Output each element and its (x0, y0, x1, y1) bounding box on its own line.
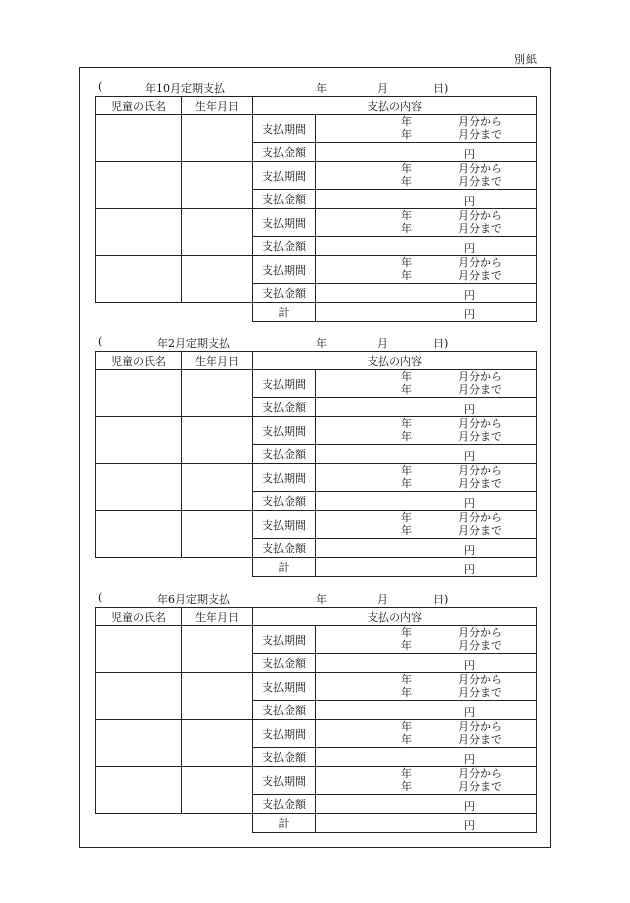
yen-mark: 円 (464, 753, 475, 766)
payment-period-value (316, 720, 536, 747)
from-year-mark: 年 (401, 673, 412, 686)
yen-mark: 円 (464, 148, 475, 161)
payment-amount-value (316, 814, 536, 832)
payment-period-label: 支払期間 (253, 115, 316, 143)
payment-amount-value (316, 190, 536, 208)
yen-mark: 円 (464, 497, 475, 510)
payment-amount-label: 支払金額 (253, 748, 316, 767)
payment-period-value (316, 673, 536, 700)
payment-table (95, 351, 537, 577)
payment-amount-value (316, 539, 536, 557)
payment-amount-label: 支払金額 (253, 445, 316, 464)
birth-date-header: 生年月日 (182, 352, 253, 370)
payment-period-value (316, 464, 536, 491)
payment-amount-value (316, 237, 536, 255)
payment-period-cell[interactable] (316, 256, 537, 284)
annex-label: 別紙 (514, 53, 538, 66)
from-month-text: 月分から (458, 417, 502, 430)
yen-mark: 円 (464, 242, 475, 255)
day-label: 日) (433, 337, 449, 350)
yen-mark: 円 (464, 308, 475, 321)
section-title: 年2月定期支払 (157, 337, 230, 350)
open-paren: ( (98, 80, 103, 93)
to-month-text: 月分まで (458, 430, 502, 443)
birth-date-cell[interactable] (182, 767, 253, 814)
yen-mark: 円 (464, 706, 475, 719)
child-name-cell[interactable] (96, 256, 182, 303)
payment-amount-cell[interactable] (316, 284, 537, 303)
month-label: 月 (377, 337, 388, 350)
payment-period-cell[interactable] (316, 417, 537, 445)
yen-mark: 円 (464, 289, 475, 302)
yen-mark: 円 (464, 195, 475, 208)
to-month-text: 月分まで (458, 477, 502, 490)
payment-period-label: 支払期間 (253, 767, 316, 795)
payment-period-label: 支払期間 (253, 626, 316, 654)
to-month-text: 月分まで (458, 175, 502, 188)
payment-amount-label: 支払金額 (253, 492, 316, 511)
total-amount-cell[interactable] (316, 303, 537, 322)
payment-section (95, 335, 536, 577)
payment-content-header: 支払の内容 (253, 97, 537, 115)
payment-amount-value (316, 795, 536, 813)
year-label: 年 (316, 82, 327, 95)
child-name-header: 児童の氏名 (96, 97, 182, 115)
section-header (95, 591, 536, 607)
from-month-text: 月分から (458, 673, 502, 686)
payment-period-value (316, 511, 536, 538)
total-label: 計 (253, 814, 316, 833)
from-year-mark: 年 (401, 162, 412, 175)
child-name-cell[interactable] (96, 720, 182, 767)
to-year-mark: 年 (401, 383, 412, 396)
birth-date-cell[interactable] (182, 115, 253, 162)
payment-section (95, 591, 536, 833)
to-month-text: 月分まで (458, 686, 502, 699)
payment-period-label: 支払期間 (253, 417, 316, 445)
payment-amount-label: 支払金額 (253, 284, 316, 303)
from-year-mark: 年 (401, 417, 412, 430)
payment-amount-value (316, 701, 536, 719)
child-name-cell[interactable] (96, 511, 182, 558)
yen-mark: 円 (464, 403, 475, 416)
from-month-text: 月分から (458, 370, 502, 383)
payment-amount-label: 支払金額 (253, 190, 316, 209)
day-label: 日) (433, 593, 449, 606)
birth-date-cell[interactable] (182, 256, 253, 303)
child-name-cell[interactable] (96, 673, 182, 720)
to-month-text: 月分まで (458, 524, 502, 537)
child-name-cell[interactable] (96, 209, 182, 256)
child-name-cell[interactable] (96, 162, 182, 209)
from-month-text: 月分から (458, 511, 502, 524)
payment-amount-cell[interactable] (316, 398, 537, 417)
birth-date-cell[interactable] (182, 673, 253, 720)
birth-date-cell[interactable] (182, 209, 253, 256)
year-label: 年 (316, 337, 327, 350)
child-name-cell[interactable] (96, 767, 182, 814)
child-name-cell[interactable] (96, 417, 182, 464)
payment-period-label: 支払期間 (253, 256, 316, 284)
to-year-mark: 年 (401, 430, 412, 443)
total-label: 計 (253, 303, 316, 322)
payment-amount-label: 支払金額 (253, 237, 316, 256)
section-title: 年6月定期支払 (157, 593, 230, 606)
payment-amount-value (316, 654, 536, 672)
to-month-text: 月分まで (458, 639, 502, 652)
to-year-mark: 年 (401, 175, 412, 188)
birth-date-header: 生年月日 (182, 608, 253, 626)
month-label: 月 (377, 82, 388, 95)
payment-amount-label: 支払金額 (253, 654, 316, 673)
payment-amount-value (316, 284, 536, 302)
payment-amount-value (316, 143, 536, 161)
to-month-text: 月分まで (458, 128, 502, 141)
from-year-mark: 年 (401, 209, 412, 222)
from-month-text: 月分から (458, 720, 502, 733)
payment-amount-label: 支払金額 (253, 143, 316, 162)
payment-section (95, 80, 536, 322)
open-paren: ( (98, 335, 103, 348)
payment-period-cell[interactable] (316, 767, 537, 795)
payment-amount-cell[interactable] (316, 492, 537, 511)
total-label: 計 (253, 558, 316, 577)
payment-period-label: 支払期間 (253, 673, 316, 701)
payment-period-label: 支払期間 (253, 511, 316, 539)
payment-amount-cell[interactable] (316, 654, 537, 673)
from-year-mark: 年 (401, 511, 412, 524)
birth-date-cell[interactable] (182, 417, 253, 464)
payment-period-label: 支払期間 (253, 720, 316, 748)
child-name-cell[interactable] (96, 370, 182, 417)
birth-date-cell[interactable] (182, 720, 253, 767)
payment-amount-value (316, 398, 536, 416)
yen-mark: 円 (464, 544, 475, 557)
payment-amount-cell[interactable] (316, 143, 537, 162)
payment-period-cell[interactable] (316, 370, 537, 398)
payment-amount-cell[interactable] (316, 190, 537, 209)
yen-mark: 円 (464, 563, 475, 576)
child-name-cell[interactable] (96, 115, 182, 162)
year-label: 年 (316, 593, 327, 606)
payment-amount-value (316, 445, 536, 463)
payment-period-cell[interactable] (316, 209, 537, 237)
yen-mark: 円 (464, 800, 475, 813)
payment-period-value (316, 256, 536, 283)
to-year-mark: 年 (401, 686, 412, 699)
payment-amount-value (316, 492, 536, 510)
blank-cell (182, 814, 253, 833)
payment-amount-label: 支払金額 (253, 539, 316, 558)
total-amount-cell[interactable] (316, 558, 537, 577)
from-month-text: 月分から (458, 256, 502, 269)
to-year-mark: 年 (401, 639, 412, 652)
payment-period-cell[interactable] (316, 464, 537, 492)
yen-mark: 円 (464, 659, 475, 672)
to-year-mark: 年 (401, 780, 412, 793)
payment-amount-cell[interactable] (316, 237, 537, 256)
from-month-text: 月分から (458, 626, 502, 639)
from-month-text: 月分から (458, 464, 502, 477)
from-year-mark: 年 (401, 720, 412, 733)
payment-period-value (316, 209, 536, 236)
payment-amount-value (316, 303, 536, 321)
blank-cell (96, 303, 182, 322)
open-paren: ( (98, 591, 103, 604)
payment-period-cell[interactable] (316, 626, 537, 654)
payment-amount-cell[interactable] (316, 795, 537, 814)
from-year-mark: 年 (401, 767, 412, 780)
payment-period-value (316, 767, 536, 794)
payment-period-label: 支払期間 (253, 370, 316, 398)
day-label: 日) (433, 82, 449, 95)
from-year-mark: 年 (401, 626, 412, 639)
child-name-header: 児童の氏名 (96, 352, 182, 370)
from-month-text: 月分から (458, 115, 502, 128)
section-title: 年10月定期支払 (145, 82, 225, 95)
blank-cell (96, 814, 182, 833)
payment-period-cell[interactable] (316, 511, 537, 539)
section-header (95, 335, 536, 351)
payment-period-cell[interactable] (316, 720, 537, 748)
payment-amount-cell[interactable] (316, 445, 537, 464)
birth-date-cell[interactable] (182, 626, 253, 673)
child-name-cell[interactable] (96, 626, 182, 673)
from-month-text: 月分から (458, 209, 502, 222)
from-year-mark: 年 (401, 115, 412, 128)
to-month-text: 月分まで (458, 780, 502, 793)
payment-period-value (316, 626, 536, 653)
from-year-mark: 年 (401, 370, 412, 383)
payment-period-label: 支払期間 (253, 464, 316, 492)
payment-amount-value (316, 748, 536, 766)
payment-table (95, 607, 537, 833)
payment-amount-cell[interactable] (316, 539, 537, 558)
payment-content-header: 支払の内容 (253, 352, 537, 370)
payment-period-label: 支払期間 (253, 162, 316, 190)
month-label: 月 (377, 593, 388, 606)
to-month-text: 月分まで (458, 733, 502, 746)
payment-period-value (316, 417, 536, 444)
payment-period-label: 支払期間 (253, 209, 316, 237)
yen-mark: 円 (464, 450, 475, 463)
birth-date-cell[interactable] (182, 464, 253, 511)
payment-period-value (316, 370, 536, 397)
from-year-mark: 年 (401, 256, 412, 269)
to-year-mark: 年 (401, 733, 412, 746)
birth-date-header: 生年月日 (182, 97, 253, 115)
payment-content-header: 支払の内容 (253, 608, 537, 626)
from-month-text: 月分から (458, 767, 502, 780)
payment-amount-label: 支払金額 (253, 701, 316, 720)
blank-cell (182, 558, 253, 577)
payment-period-value (316, 115, 536, 142)
to-month-text: 月分まで (458, 222, 502, 235)
section-header (95, 80, 536, 96)
payment-period-cell[interactable] (316, 115, 537, 143)
to-year-mark: 年 (401, 477, 412, 490)
payment-period-value (316, 162, 536, 189)
from-month-text: 月分から (458, 162, 502, 175)
total-amount-cell[interactable] (316, 814, 537, 833)
blank-cell (96, 558, 182, 577)
payment-period-cell[interactable] (316, 673, 537, 701)
yen-mark: 円 (464, 819, 475, 832)
to-year-mark: 年 (401, 128, 412, 141)
payment-amount-cell[interactable] (316, 701, 537, 720)
to-year-mark: 年 (401, 222, 412, 235)
blank-cell (182, 303, 253, 322)
to-month-text: 月分まで (458, 383, 502, 396)
to-month-text: 月分まで (458, 269, 502, 282)
payment-amount-cell[interactable] (316, 748, 537, 767)
payment-table (95, 96, 537, 322)
to-year-mark: 年 (401, 524, 412, 537)
payment-amount-label: 支払金額 (253, 398, 316, 417)
child-name-header: 児童の氏名 (96, 608, 182, 626)
from-year-mark: 年 (401, 464, 412, 477)
birth-date-cell[interactable] (182, 511, 253, 558)
child-name-cell[interactable] (96, 464, 182, 511)
payment-amount-value (316, 558, 536, 576)
payment-period-cell[interactable] (316, 162, 537, 190)
to-year-mark: 年 (401, 269, 412, 282)
birth-date-cell[interactable] (182, 162, 253, 209)
birth-date-cell[interactable] (182, 370, 253, 417)
payment-amount-label: 支払金額 (253, 795, 316, 814)
